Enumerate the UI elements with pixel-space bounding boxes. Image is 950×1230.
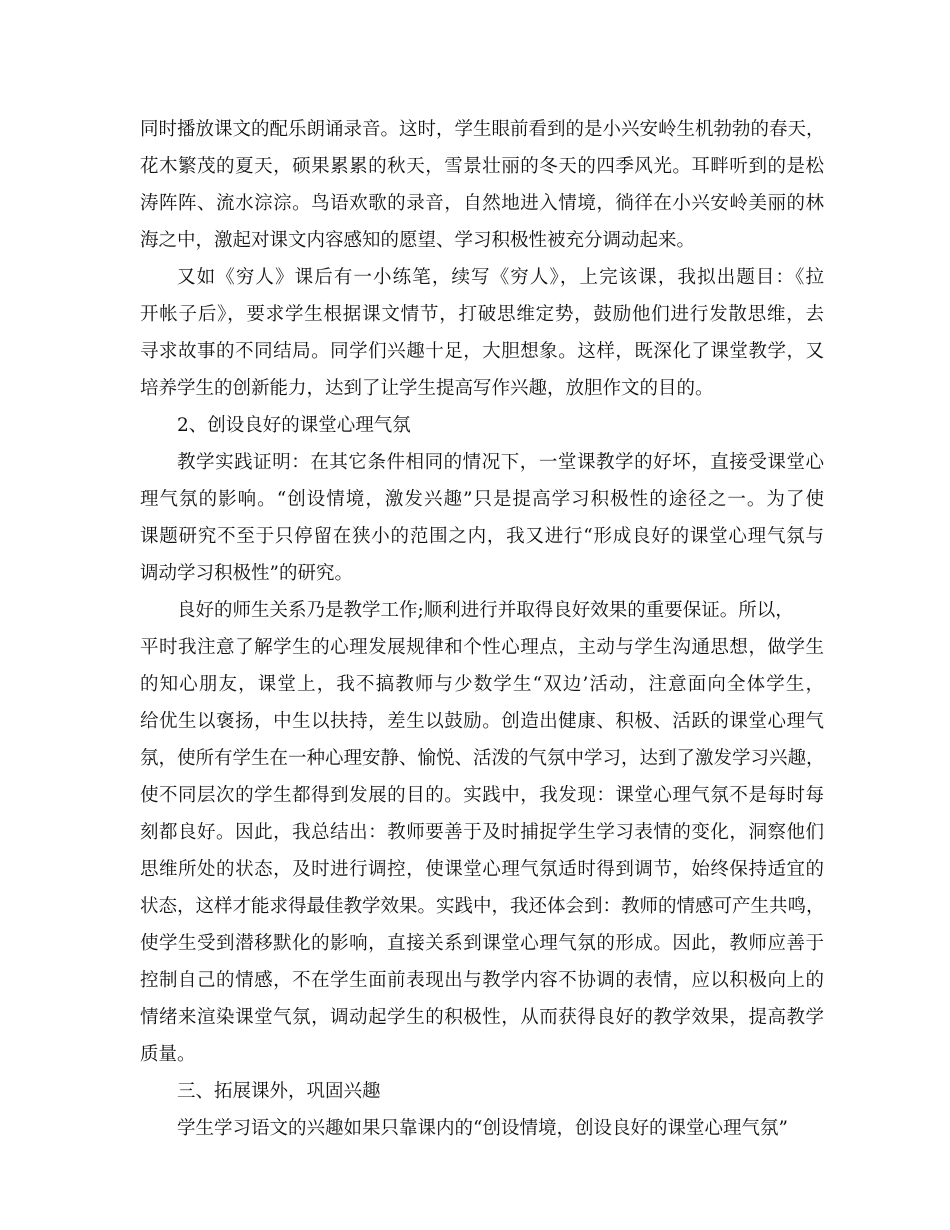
text-line-22: 状态，这样才能求得最佳教学效果。实践中，我还体会到：教师的情感可产生共鸣， xyxy=(140,896,825,917)
text-line-3: 涛阵阵、流水淙淙。鸟语欢歌的录音，自然地进入情境，徜徉在小兴安岭美丽的林 xyxy=(140,193,824,214)
section-heading-2: 2、创设良好的课堂心理气氛 xyxy=(177,415,411,436)
section-heading-3: 三、拓展课外，巩固兴趣 xyxy=(177,1081,381,1102)
text-line-7: 寻求故事的不同结局。同学们兴趣十足，大胆想象。这样，既深化了课堂教学，又 xyxy=(140,341,824,362)
text-line-25: 情绪来渲染课堂气氛，调动起学生的积极性，从而获得良好的教学效果，提高教学 xyxy=(140,1007,824,1028)
text-line-4: 海之中，激起对课文内容感知的愿望、学习积极性被充分调动起来。 xyxy=(140,230,696,251)
text-line-23: 使学生受到潜移默化的影响，直接关系到课堂心理气氛的形成。因此，教师应善于 xyxy=(140,933,824,954)
text-line-8: 培养学生的创新能力，达到了让学生提高写作兴趣，放胆作文的目的。 xyxy=(140,378,714,399)
text-line-24: 控制自己的情感，不在学生面前表现出与教学内容不协调的表情，应以积极向上的 xyxy=(140,970,824,991)
text-line-10: 教学实践证明：在其它条件相同的情况下，一堂课教学的好坏，直接受课堂心 xyxy=(177,452,824,473)
text-line-19: 使不同层次的学生都得到发展的目的。实践中，我发现：课堂心理气氛不是每时每 xyxy=(140,785,824,806)
text-line-17: 给优生以褒扬，中生以扶持，差生以鼓励。创造出健康、积极、活跃的课堂心理气 xyxy=(140,711,824,732)
text-line-13: 调动学习积极性”的研究。 xyxy=(140,563,353,584)
text-line-2: 花木繁茂的夏天，硕果累累的秋天，雪景壮丽的冬天的四季风光。耳畔听到的是松 xyxy=(140,156,824,177)
text-line-28: 学生学习语文的兴趣如果只靠课内的“创设情境，创设良好的课堂心理气氛” xyxy=(177,1118,788,1139)
text-line-15: 平时我注意了解学生的心理发展规律和个性心理点，主动与学生沟通思想，做学生 xyxy=(140,637,824,658)
text-line-1: 同时播放课文的配乐朗诵录音。这时，学生眼前看到的是小兴安岭生机勃勃的春天， xyxy=(140,119,825,140)
text-line-11: 理气氛的影响。“创设情境，激发兴趣”只是提高学习积极性的途径之一。为了使 xyxy=(140,489,824,510)
text-line-5: 又如《穷人》课后有一小练笔，续写《穷人》，上完该课，我拟出题目：《拉 xyxy=(177,267,824,288)
text-line-12: 课题研究不至于只停留在狭小的范围之内，我又进行“形成良好的课堂心理气氛与 xyxy=(140,526,824,547)
text-line-16: 的知心朋友，课堂上，我不搞教师与少数学生“双边’活动，注意面向全体学生， xyxy=(140,674,824,695)
text-line-21: 思维所处的状态，及时进行调控，使课堂心理气氛适时得到调节，始终保持适宜的 xyxy=(140,859,824,880)
text-line-6: 开帐子后》，要求学生根据课文情节，打破思维定势，鼓励他们进行发散思维，去 xyxy=(140,304,824,325)
text-line-14: 良好的师生关系乃是教学工作;顺利进行并取得良好效果的重要保证。所以， xyxy=(177,600,794,621)
text-line-26: 质量。 xyxy=(140,1044,196,1065)
text-line-18: 氛，使所有学生在一种心理安静、愉悦、活泼的气氛中学习，达到了激发学习兴趣， xyxy=(140,748,825,769)
text-line-20: 刻都良好。因此，我总结出：教师要善于及时捕捉学生学习表情的变化，洞察他们 xyxy=(140,822,824,843)
